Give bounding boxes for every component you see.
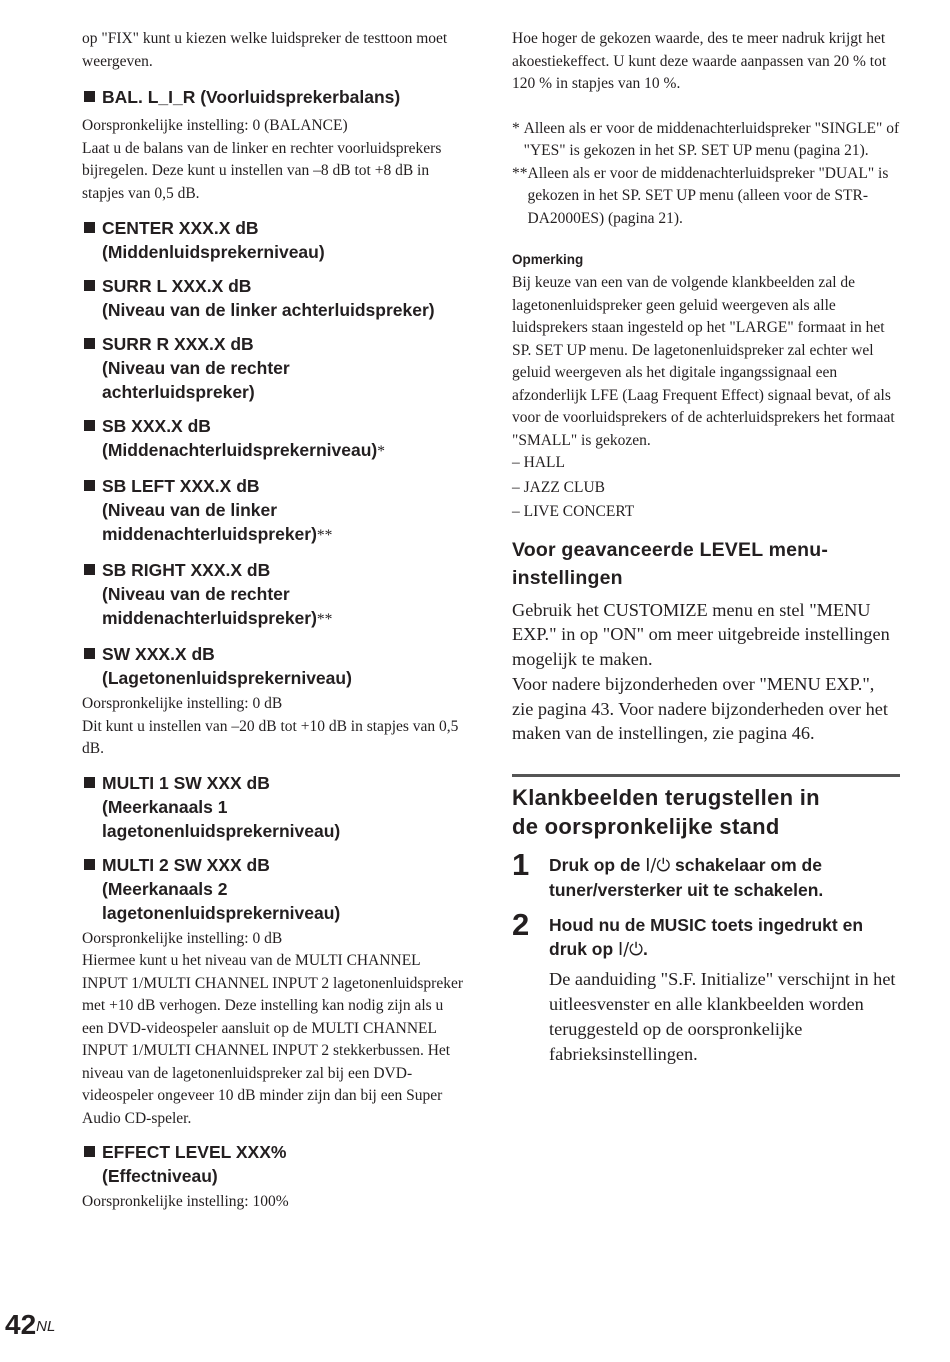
footnote-marker: ** [316, 527, 333, 544]
step-2 [512, 907, 900, 1066]
bullet-square-icon [84, 480, 95, 491]
multi1-heading: MULTI 1 SW XXX dB (Meerkanaals 1 lagetonenluidsprekerniveau) [82, 771, 467, 843]
step-instruction: Druk op de I/⏻ schakelaar om de tuner/versterker uit te schakelen. [549, 855, 824, 901]
list-item: – HALL [512, 454, 565, 471]
note-text: Bij keuze van een van de volgende klankbeelden zal de lagetonenluidspreker geen geluid weergeven als alle luidsprekers staan ingesteld op het "LARGE" formaat in het SP. SET UP menu. De lagetonenluidspreker zal echter wel geluid weergeven als het digitale ingangssignaal een afzonderlijk LFE (Laag Frequent Effect) signaal bevat, of als voor de voorluidsprekers of de achterluidsprekers het formaat "SMALL" is gekozen. [512, 274, 895, 449]
bullet-square-icon [84, 564, 95, 575]
advanced-paragraph-1: Gebruik het CUSTOMIZE menu en stel "MENU EXP." in op "ON" om meer uitgebreide instellingen mogelijk te maken. [512, 599, 890, 670]
power-symbol-icon: I/⏻ [618, 940, 643, 961]
footnote-2: ** Alleen als er voor de middenachterluidspreker "DUAL" is gekozen in het SP. SET UP menu (alleen voor de STR-DA2000ES) (pagina 21). [512, 164, 889, 227]
list-item: – JAZZ CLUB [512, 478, 605, 496]
footnotes [512, 118, 900, 231]
sw-heading: SW XXX.X dB (Lagetonenluidsprekerniveau) [82, 642, 467, 690]
footnote-1: * Alleen als er voor de middenachterluidspreker "SINGLE" of "YES" is gekozen in het SP. SET UP menu (pagina 21). [512, 119, 900, 159]
sound-field-list [512, 452, 900, 524]
bullet-square-icon [84, 338, 95, 349]
bullet-square-icon [84, 648, 95, 659]
effect-description: Hoe hoger de gekozen waarde, des te meer nadruk krijgt het akoestiekeffect. U kunt deze waarde aanpassen van 20 % tot 120 % in stapjes van 10 %. [512, 30, 887, 92]
surr-r-heading: SURR R XXX.X dB (Niveau van de rechter achterluidspreker) [82, 332, 467, 404]
intro-text: op "FIX" kunt u kiezen welke luidspreker de testtoon moet weergeven. [82, 30, 448, 70]
sb-left-heading: SB LEFT XXX.X dB (Niveau van de linker middenachterluidspreker)** [82, 474, 467, 548]
sw-default: Oorspronkelijke instelling: 0 dB [82, 695, 283, 712]
right-column [512, 28, 900, 1066]
bullet-square-icon [84, 1146, 95, 1157]
list-item: – LIVE CONCERT [512, 503, 635, 520]
center-heading: CENTER XXX.X dB (Middenluidsprekerniveau) [82, 216, 467, 264]
multi2-heading: MULTI 2 SW XXX dB (Meerkanaals 2 lagetonenluidsprekerniveau) [82, 853, 467, 925]
section-heading: Klankbeelden terugstellen in de oorspronkelijke stand [512, 785, 820, 840]
power-symbol-icon: I/⏻ [645, 856, 671, 877]
effect-heading: EFFECT LEVEL XXX% (Effectniveau) [82, 1140, 467, 1188]
advanced-heading: Voor geavanceerde LEVEL menu- instellingen [512, 538, 829, 589]
bullet-square-icon [84, 420, 95, 431]
section-rule [512, 774, 900, 777]
bal-default: Oorspronkelijke instelling: 0 (BALANCE) [82, 117, 348, 134]
step-number: 2 [512, 907, 530, 943]
footnote-marker: * [377, 443, 385, 460]
step-number: 1 [512, 847, 530, 883]
bullet-square-icon [84, 280, 95, 291]
step-1 [512, 847, 900, 902]
language-code: NL [36, 1318, 56, 1335]
sb-heading: SB XXX.X dB (Middenachterluidsprekerniveau)* [82, 414, 467, 464]
page-number: $42^{NL}$ [5, 1309, 56, 1340]
bal-description: Laat u de balans van de linker en rechter voorluidsprekers bijregelen. Deze kunt u instellen van –8 dB tot +8 dB in stapjes van 0,5 dB. [82, 139, 442, 202]
effect-default: Oorspronkelijke instelling: 100% [82, 1193, 289, 1210]
footnote-marker: ** [316, 611, 333, 628]
sb-right-heading: SB RIGHT XXX.X dB (Niveau van de rechter middenachterluidspreker)** [82, 558, 467, 632]
step-description: De aanduiding "S.F. Initialize" verschijnt in het uitleesvenster en alle klankbeelden worden teruggesteld op de oorspronkelijke fabrieksinstellingen. [549, 969, 896, 1064]
bullet-square-icon [84, 222, 95, 233]
step-instruction: Houd nu de MUSIC toets ingedrukt en druk op I/⏻. [549, 915, 864, 961]
left-column [82, 28, 467, 1214]
bullet-square-icon [84, 91, 95, 102]
bullet-square-icon [84, 859, 95, 870]
bullet-square-icon [84, 777, 95, 788]
bal-heading: BAL. L_I_R (Voorluidsprekerbalans) [82, 85, 467, 109]
multi-default: Oorspronkelijke instelling: 0 dB [82, 929, 283, 947]
sw-description: Dit kunt u instellen van –20 dB tot +10 dB in stapjes van 0,5 dB. [82, 717, 459, 757]
advanced-paragraph-2: Voor nadere bijzonderheden over "MENU EXP.", zie pagina 43. Voor nadere bijzonderheden over het maken van de instellingen, zie pagina 46. [512, 673, 888, 744]
multi-description: Hiermee kunt u het niveau van de MULTI CHANNEL INPUT 1/MULTI CHANNEL INPUT 2 lagetonenluidspreker met +10 dB verhogen. Deze instelling kan nodig zijn als u een DVD-videospeler aansluit op de MULTI CHANNEL INPUT 1/MULTI CHANNEL INPUT 2 stekkerbussen. Het niveau van de lagetonenluidspreker zal bij een DVD-videospeler ongeveer 10 dB minder zijn dan bij een Super Audio CD-speler. [82, 952, 463, 1127]
surr-l-heading: SURR L XXX.X dB (Niveau van de linker achterluidspreker) [82, 274, 467, 322]
note-title: Opmerking [512, 252, 584, 267]
